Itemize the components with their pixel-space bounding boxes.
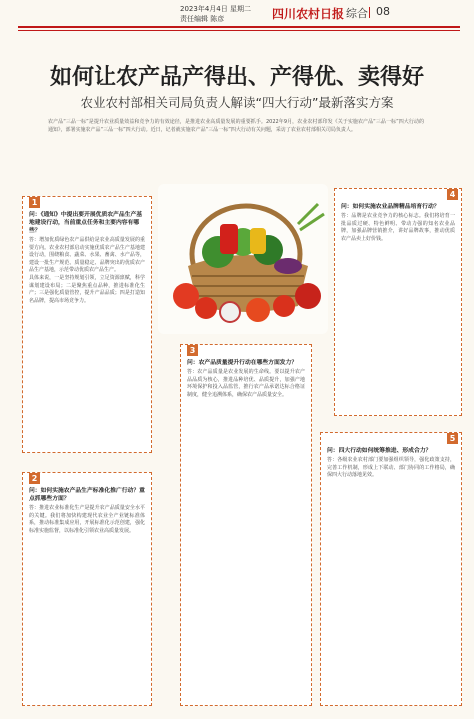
page-number: 08 [376, 5, 390, 18]
section-question: 问：如何实施农产品生产标准化推广行动？重点抓哪些方面？ [29, 488, 145, 502]
qa-section-4 [334, 188, 462, 416]
section-question: 问：四大行动如何统筹推进、形成合力？ [327, 448, 432, 454]
qa-section-1 [22, 196, 152, 453]
section-question: 问：农产品质量提升行动在哪些方面发力？ [187, 360, 298, 366]
vegetable-basket-photo [158, 184, 328, 334]
qa-section-3 [180, 344, 312, 706]
section-number-badge: 1 [29, 197, 40, 208]
newspaper-logo: 四川农村日报 [272, 7, 345, 21]
section-answer: 答：推进农业标准化生产是提升农产品质量安全水平的关键。我们将加快构建现代农业全产业链标准体系，推动标准集成应用，开展标准化示范创建，强化标准实施监督，以标准化引领农业高质量发展。 [29, 505, 145, 534]
header-divider [369, 7, 370, 18]
section-question: 问：《通知》中提出要开展优质农产品生产基地建设行动，当前重点任务和主要内容有哪些？ [29, 212, 143, 234]
header-rule [18, 26, 460, 28]
qa-section-2 [22, 472, 152, 706]
lead-paragraph: 农产品“三品一标”是提升农业质量效益和竞争力的有效途径，是推进农业高质量发展的重要抓手。2022年9月，农业农村部印发《关于实施农产品“三品一标”四大行动的通知》，部署实施农产品“三品一标”四大行动。近日，记者就实施农产品“三品一标”四大行动有关问题，采访了农业农村部相关司局负责人。 [48, 119, 424, 133]
subheadline: 农业农村部相关司局负责人解读“四大行动”最新落实方案 [80, 95, 394, 110]
section-number-badge: 3 [187, 345, 198, 356]
section-answer: 答：各级农业农村部门要加强组织领导，强化政策支持，完善工作机制，形成上下联动、部门协同的工作格局，确保四大行动落地见效。 [327, 457, 455, 479]
section-name: 综合 [346, 7, 368, 20]
qa-section-5 [320, 432, 462, 706]
issue-date: 2023年4月4日 星期二 [180, 5, 251, 13]
headline: 如何让农产品产得出、产得优、卖得好 [49, 65, 424, 90]
section-answer: 答：品牌是农业竞争力的核心标志。我们将培育一批品质过硬、特色鲜明、带动力强的知名农业品牌，加强品牌营销推介，讲好品牌故事，推动优质农产品卖上好价钱。 [341, 213, 455, 242]
vegetable-basket-illustration [158, 184, 328, 334]
header-rule-thin [18, 30, 460, 31]
section-answer: 答：农产品质量是农业发展的生命线。要以提升农产品品质为核心，推进品种培优、品质提升，加强产地环境保护和投入品监管，推行农产品承诺达标合格证制度，健全追溯体系，确保农产品质量安全。 [187, 369, 305, 398]
section-number-badge: 4 [447, 189, 458, 200]
section-question: 问：如何实施农业品牌精品培育行动？ [341, 204, 440, 210]
section-number-badge: 5 [447, 433, 458, 444]
section-answer: 答：增加优质绿色农产品供给是农业高质量发展的重要方向。农业农村部启动实施优质农产品生产基地建设行动，围绕粮食、蔬菜、水果、畜禽、水产品等，建设一批生产规范、质量稳定、品牌突出的优质农产品生产基地，示范带动优质农产品生产。 具体来说，一是坚持规划引领，立足资源禀赋，科学谋划建设布局；二是聚焦重点品种，推进标准化生产；三是强化质量管控，提升产品品质；四是打造知名品牌，提高市场竞争力。 [29, 237, 145, 304]
section-number-badge: 2 [29, 473, 40, 484]
editor-line: 责任编辑 陈彦 [180, 15, 225, 23]
